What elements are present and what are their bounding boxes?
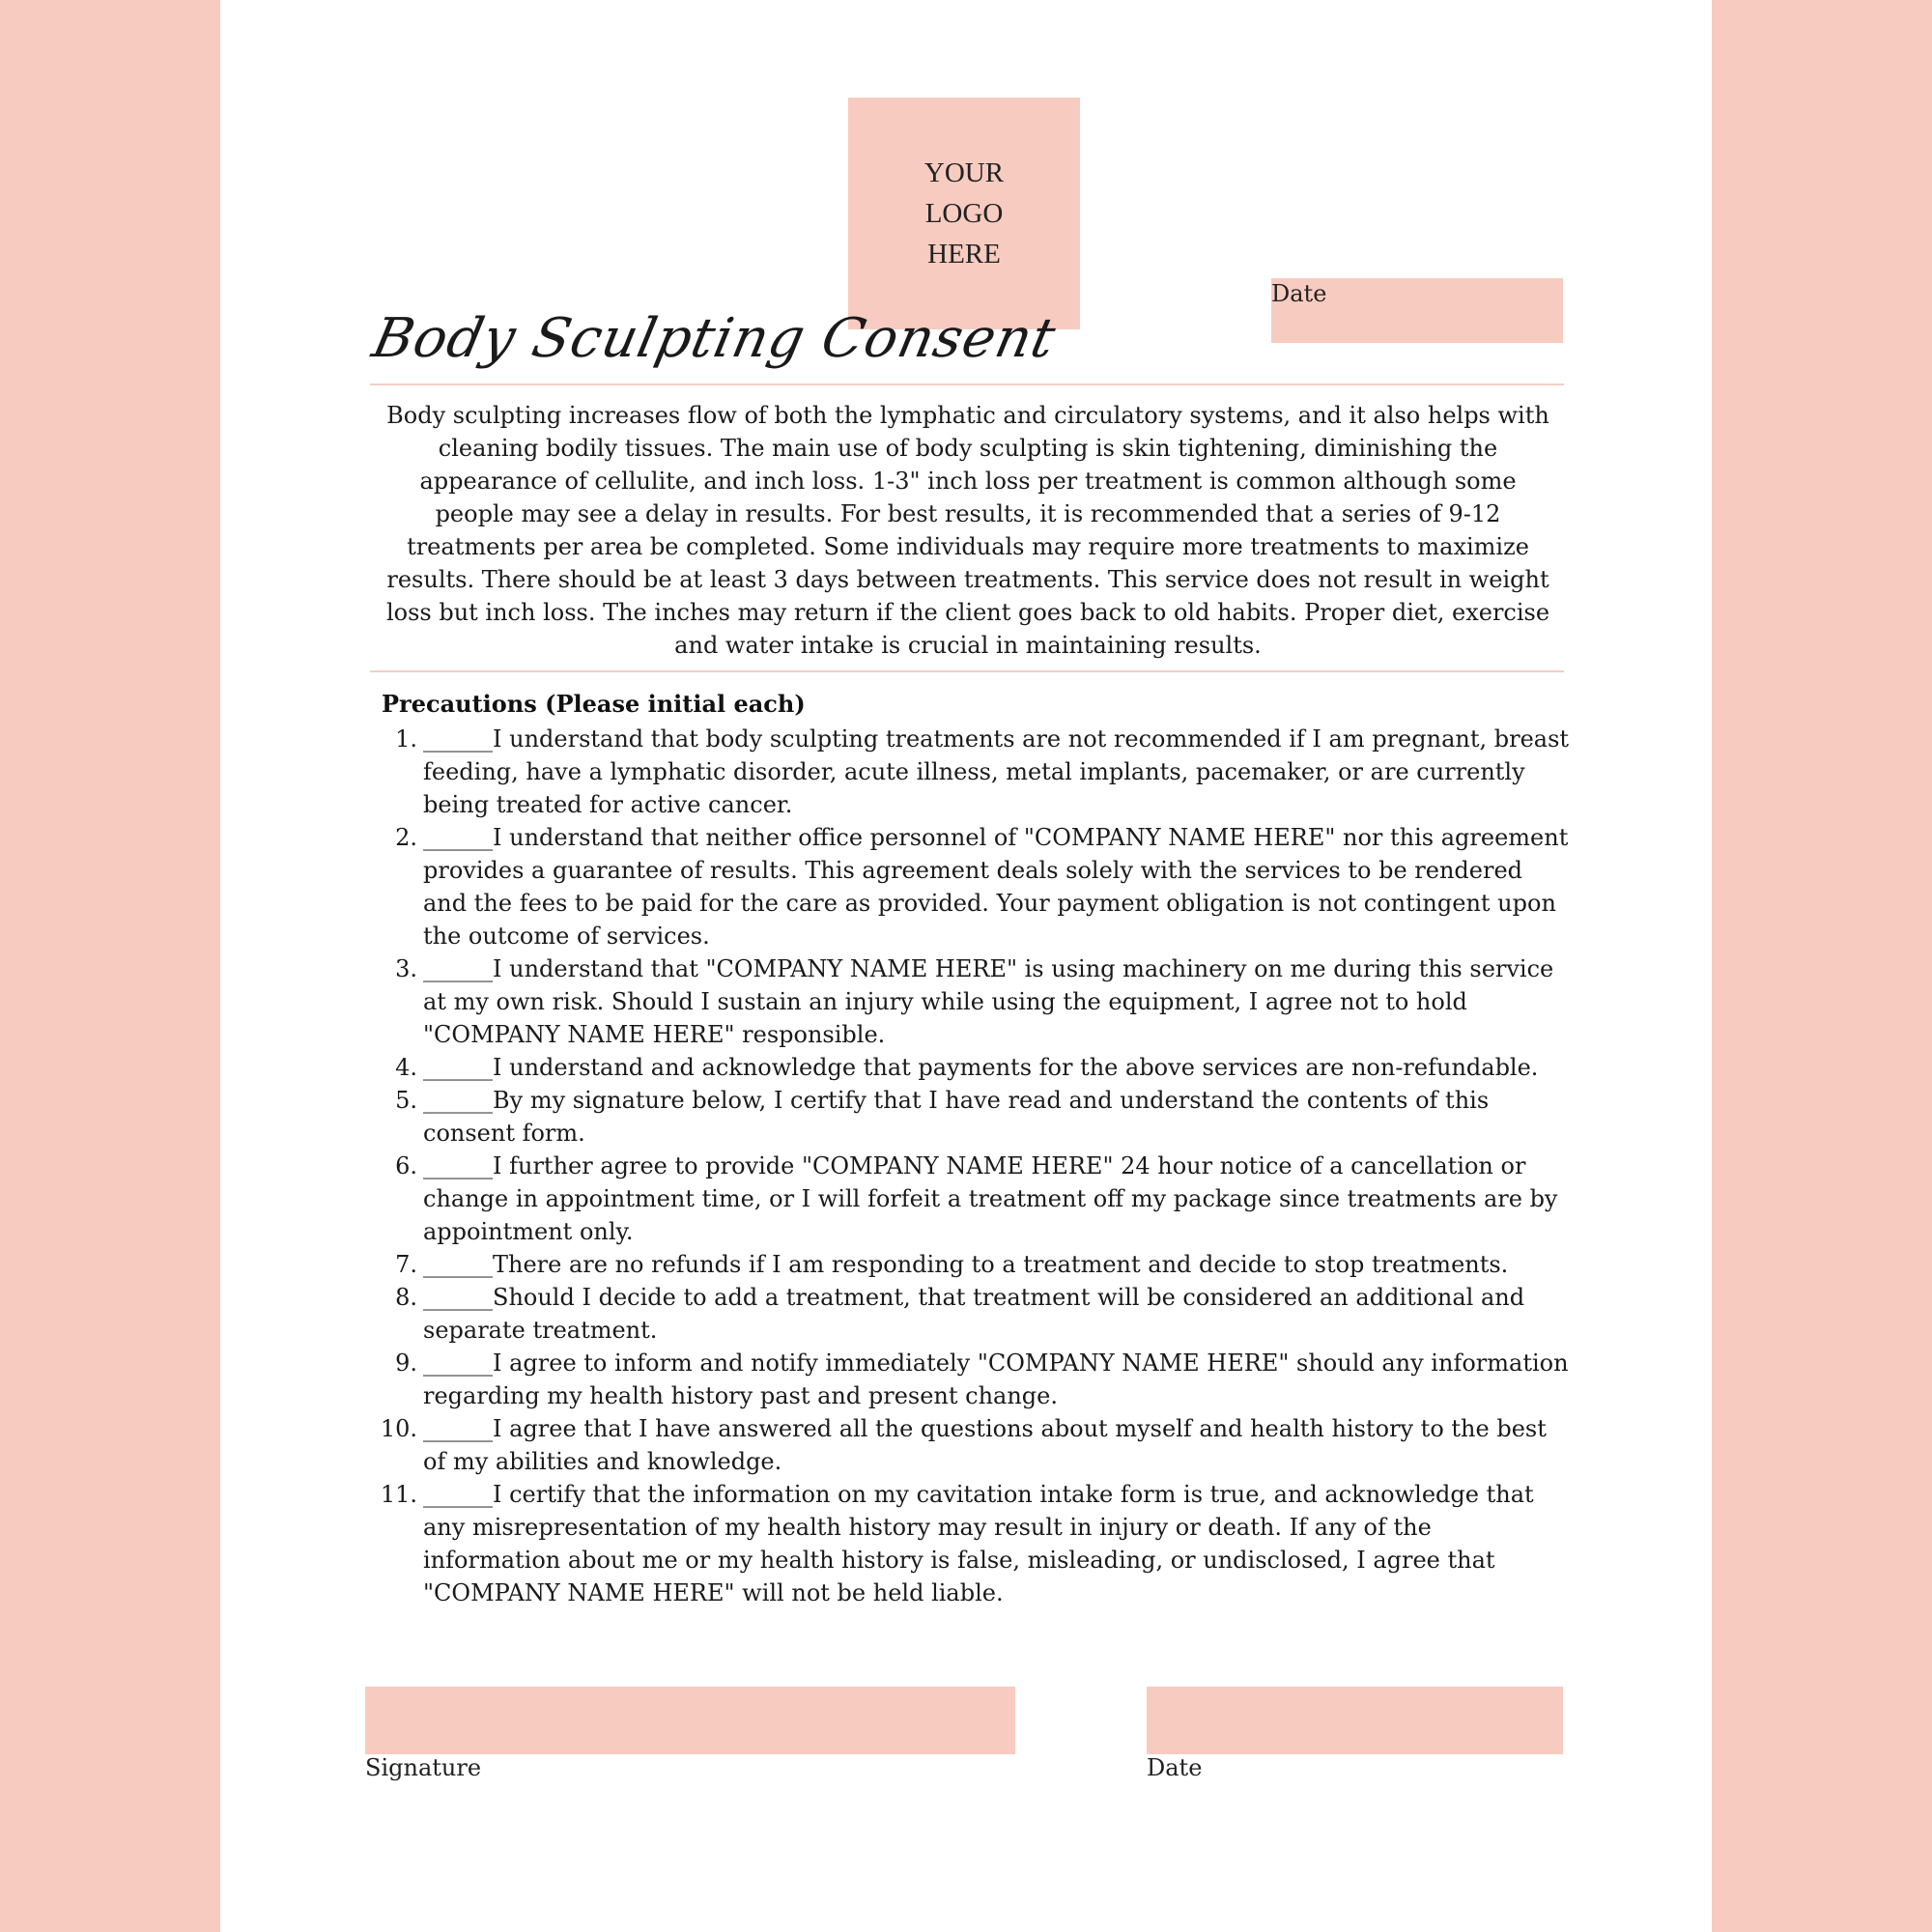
precaution-item: [395, 821, 1573, 952]
signature-label: Signature: [365, 1754, 482, 1781]
item-number: 2.: [395, 824, 417, 851]
logo-line-1: YOUR: [923, 157, 1005, 188]
item-number: 7.: [395, 1251, 417, 1278]
item-text: ______Should I decide to add a treatment, that treatment will be considered an additional and separate treatment.: [423, 1284, 1525, 1344]
item-number: 1.: [395, 725, 417, 753]
precaution-item: [380, 1478, 1573, 1609]
precaution-item: [395, 1150, 1573, 1248]
logo-text: [924, 153, 1004, 274]
precaution-item: [395, 723, 1573, 821]
precautions-title: Precautions (Please initial each): [382, 690, 806, 718]
item-number: 6.: [395, 1152, 417, 1179]
item-text: ______I understand and acknowledge that payments for the above services are non-refundable.: [423, 1054, 1539, 1081]
precaution-item: [395, 952, 1573, 1051]
page-title: Body Sculpting Consent: [367, 307, 1062, 370]
logo-placeholder: [848, 98, 1080, 329]
item-number: 3.: [395, 955, 417, 982]
date-label-bottom: Date: [1147, 1754, 1203, 1781]
precaution-item: [380, 1412, 1573, 1478]
item-number: 8.: [395, 1284, 417, 1311]
item-text: ______I agree that I have answered all the questions about myself and health history to the best of my abilities and knowledge.: [423, 1415, 1547, 1475]
divider-top: [370, 384, 1564, 385]
date-field-bottom[interactable]: [1147, 1687, 1563, 1754]
item-text: ______I understand that neither office personnel of "COMPANY NAME HERE" nor this agreement provides a guarantee of results. This agreement deals solely with the services to be rendered and the fees to be paid for the care as provided. Your payment obligation is not contingent upon the outcome of services.: [423, 824, 1569, 950]
precaution-item: [395, 1347, 1573, 1412]
item-text: ______I agree to inform and notify immediately "COMPANY NAME HERE" should any information regarding my health history past and present change.: [423, 1350, 1569, 1409]
item-number: 10.: [380, 1415, 417, 1442]
logo-line-2: LOGO: [924, 198, 1004, 229]
intro-paragraph: Body sculpting increases flow of both the lymphatic and circulatory systems, and it also helps with cleaning bodily tissues. The main use of body sculpting is skin tightening, diminishing the appearance of cellulite, and inch loss. 1-3" inch loss per treatment is common although some people may see a delay in results. For best results, it is recommended that a series of 9-12 treatments per area be completed. Some individuals may require more treatments to maximize results. There should be at least 3 days between treatments. This service does not result in weight loss but inch loss. The inches may return if the client goes back to old habits. Proper diet, exercise and water intake is crucial in maintaining results.: [385, 402, 1550, 659]
precaution-item: [395, 1248, 1573, 1281]
precaution-item: [395, 1051, 1573, 1084]
consent-form-page: [220, 0, 1712, 1932]
item-number: 9.: [395, 1350, 417, 1377]
item-number: 4.: [395, 1054, 417, 1081]
precaution-item: [395, 1281, 1573, 1347]
item-text: ______I understand that body sculpting treatments are not recommended if I am pregnant, breast feeding, have a lymphatic disorder, acute illness, metal implants, pacemaker, or are currently being treated for active cancer.: [423, 725, 1570, 818]
signature-field[interactable]: [365, 1687, 1015, 1754]
precautions-list: [380, 723, 1573, 1609]
item-text: ______By my signature below, I certify that I have read and understand the contents of this consent form.: [423, 1087, 1490, 1147]
date-label-top: Date: [1271, 280, 1327, 307]
item-text: ______I further agree to provide "COMPANY NAME HERE" 24 hour notice of a cancellation or change in appointment time, or I will forfeit a treatment off my package since treatments are by appointment only.: [423, 1152, 1558, 1245]
item-number: 5.: [395, 1087, 417, 1114]
logo-line-3: HERE: [927, 239, 1001, 270]
precaution-item: [395, 1084, 1573, 1150]
item-number: 11.: [380, 1481, 417, 1508]
item-text: ______I understand that "COMPANY NAME HERE" is using machinery on me during this service at my own risk. Should I sustain an injury while using the equipment, I agree not to hold "COMPANY NAME HERE" responsible.: [423, 955, 1554, 1048]
divider-bottom: [370, 670, 1564, 672]
item-text: ______There are no refunds if I am responding to a treatment and decide to stop treatments.: [423, 1251, 1509, 1278]
item-text: ______I certify that the information on my cavitation intake form is true, and acknowledge that any misrepresentation of my health history may result in injury or death. If any of the information about me or my health history is false, misleading, or undisclosed, I agree that "COMPANY NAME HERE" will not be held liable.: [423, 1481, 1534, 1606]
